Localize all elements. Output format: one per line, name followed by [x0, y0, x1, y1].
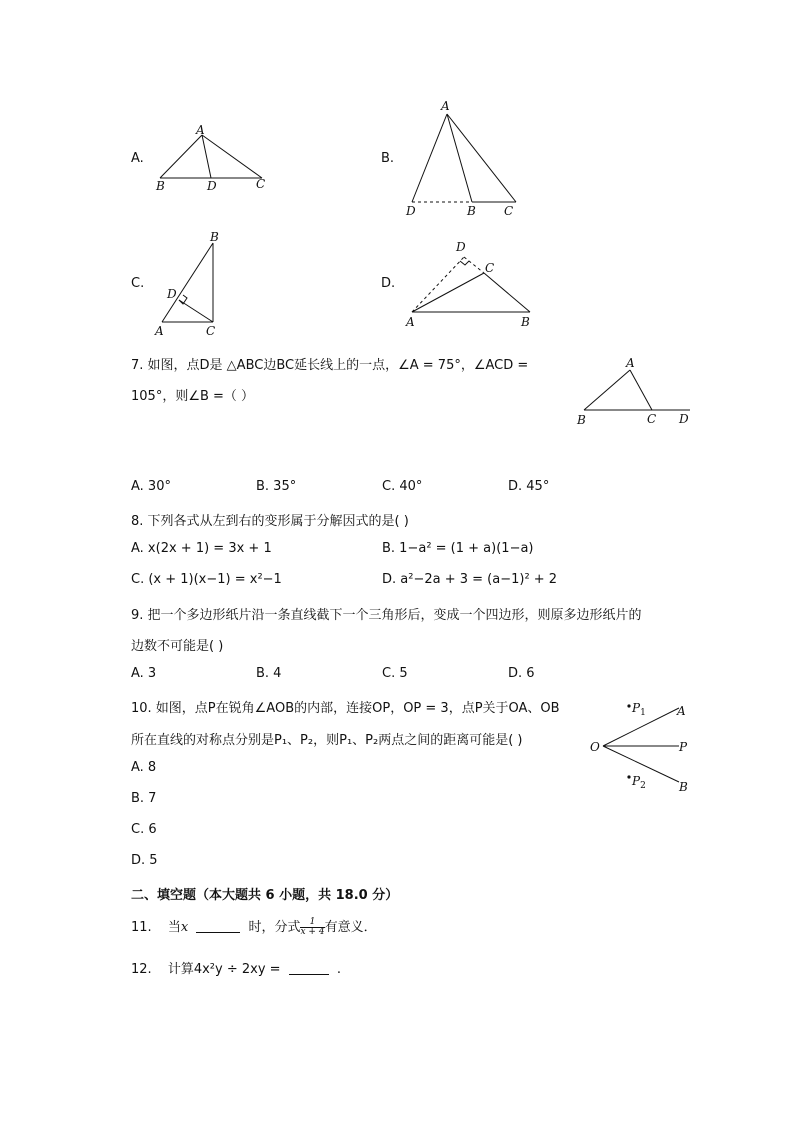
q6d-point-a: A	[406, 315, 415, 329]
q10-option-a: A. 8	[131, 760, 157, 775]
q10-stem-line1: 10. 如图，点P在锐角∠AOB的内部，连接OP，OP = 3，点P关于OA、OB	[131, 701, 560, 716]
q10-option-c: C. 6	[131, 822, 157, 837]
q12-number: 12.	[131, 962, 152, 977]
q7-option-a: A. 30°	[131, 479, 171, 494]
q9-stem-line2: 边数不可能是( )	[131, 639, 224, 654]
q7-point-a: A	[626, 356, 635, 370]
q8-option-a: A. x(2x + 1) = 3x + 1	[131, 541, 272, 556]
q9-option-c: C. 5	[382, 666, 408, 681]
q11-var: x	[180, 920, 189, 935]
q7-figure	[572, 352, 702, 432]
q6-figure-a	[150, 120, 280, 195]
q10-point-b: B	[679, 780, 688, 794]
q6b-point-b: B	[467, 204, 476, 218]
q11-answer-blank[interactable]	[196, 920, 240, 933]
q6a-point-b: B	[156, 179, 165, 193]
q6-option-d-label: D.	[381, 276, 396, 291]
q8-stem: 8. 下列各式从左到右的变形属于分解因式的是( )	[131, 514, 409, 529]
q7-stem-line1: 7. 如图，点D是 △ABC边BC延长线上的一点，∠A = 75°，∠ACD =	[131, 358, 529, 373]
q10-point-a: A	[677, 704, 686, 718]
q6-option-a-label: A.	[131, 151, 144, 166]
q10-option-d: D. 5	[131, 853, 158, 868]
q10-label-p2: $P_2$	[632, 774, 646, 791]
q11-pre: 当	[167, 920, 181, 935]
q6a-point-c: C	[256, 177, 266, 191]
q6b-point-a: A	[441, 99, 450, 113]
q6b-point-c: C	[504, 204, 514, 218]
q6-figure-d	[400, 236, 540, 331]
q9-option-a: A. 3	[131, 666, 157, 681]
q8-option-c: C. (x + 1)(x−1) = x²−1	[131, 572, 282, 587]
q6d-point-b: B	[521, 315, 530, 329]
q12-post: .	[336, 962, 341, 977]
q10-stem-line2: 所在直线的对称点分别是P₁、P₂，则P₁、P₂两点之间的距离可能是( )	[131, 733, 523, 748]
q6c-point-b: B	[210, 230, 219, 244]
q6c-point-a: A	[155, 324, 164, 338]
q11-post: 有意义．	[324, 920, 377, 935]
q8-option-d: D. a²−2a + 3 = (a−1)² + 2	[382, 572, 558, 587]
q12-text: 计算4x²y ÷ 2xy =	[167, 962, 281, 977]
q10-point-p2-dot	[627, 775, 630, 778]
q6a-point-a: A	[196, 123, 205, 137]
q7-stem-line2: 105°，则∠B =（ ）	[131, 389, 255, 404]
q6-figure-c	[150, 228, 230, 343]
q11-number: 11.	[131, 920, 152, 935]
q6a-point-d: D	[207, 179, 217, 193]
q6-figure-b	[400, 96, 530, 221]
q11-fraction: $\frac{1}{x + 4}$	[300, 917, 325, 937]
q9-stem-line1: 9. 把一个多边形纸片沿一条直线截下一个三角形后，变成一个四边形，则原多边形纸片的	[131, 608, 642, 623]
q10-label-p1: $P_1$	[632, 701, 646, 718]
q10-figure	[585, 692, 705, 802]
q11-stem	[131, 916, 377, 937]
q9-option-b: B. 4	[256, 666, 282, 681]
q7-option-b: B. 35°	[256, 479, 297, 494]
q7-option-d: D. 45°	[508, 479, 550, 494]
q12-stem	[131, 958, 341, 977]
q6b-point-d: D	[406, 204, 416, 218]
q7-point-c: C	[647, 412, 657, 426]
q12-answer-blank[interactable]	[289, 962, 329, 975]
q6-option-b-label: B.	[381, 151, 395, 166]
q6c-point-c: C	[206, 324, 216, 338]
q10-point-p1-dot	[627, 704, 630, 707]
q6-option-c-label: C.	[131, 276, 145, 291]
q10-point-p: P	[679, 740, 688, 754]
q10-point-o: O	[590, 740, 600, 754]
q10-option-b: B. 7	[131, 791, 157, 806]
q11-mid: 时，分式	[248, 920, 301, 935]
q7-option-c: C. 40°	[382, 479, 423, 494]
q7-point-b: B	[577, 413, 586, 427]
q7-point-d: D	[679, 412, 689, 426]
section-2-title: 二、填空题（本大题共 6 小题，共 18.0 分）	[131, 888, 399, 903]
q6d-point-d: D	[456, 240, 466, 254]
q9-option-d: D. 6	[508, 666, 535, 681]
q8-option-b: B. 1−a² = (1 + a)(1−a)	[382, 541, 534, 556]
q6d-point-c: C	[485, 261, 495, 275]
q6c-point-d: D	[167, 287, 177, 301]
